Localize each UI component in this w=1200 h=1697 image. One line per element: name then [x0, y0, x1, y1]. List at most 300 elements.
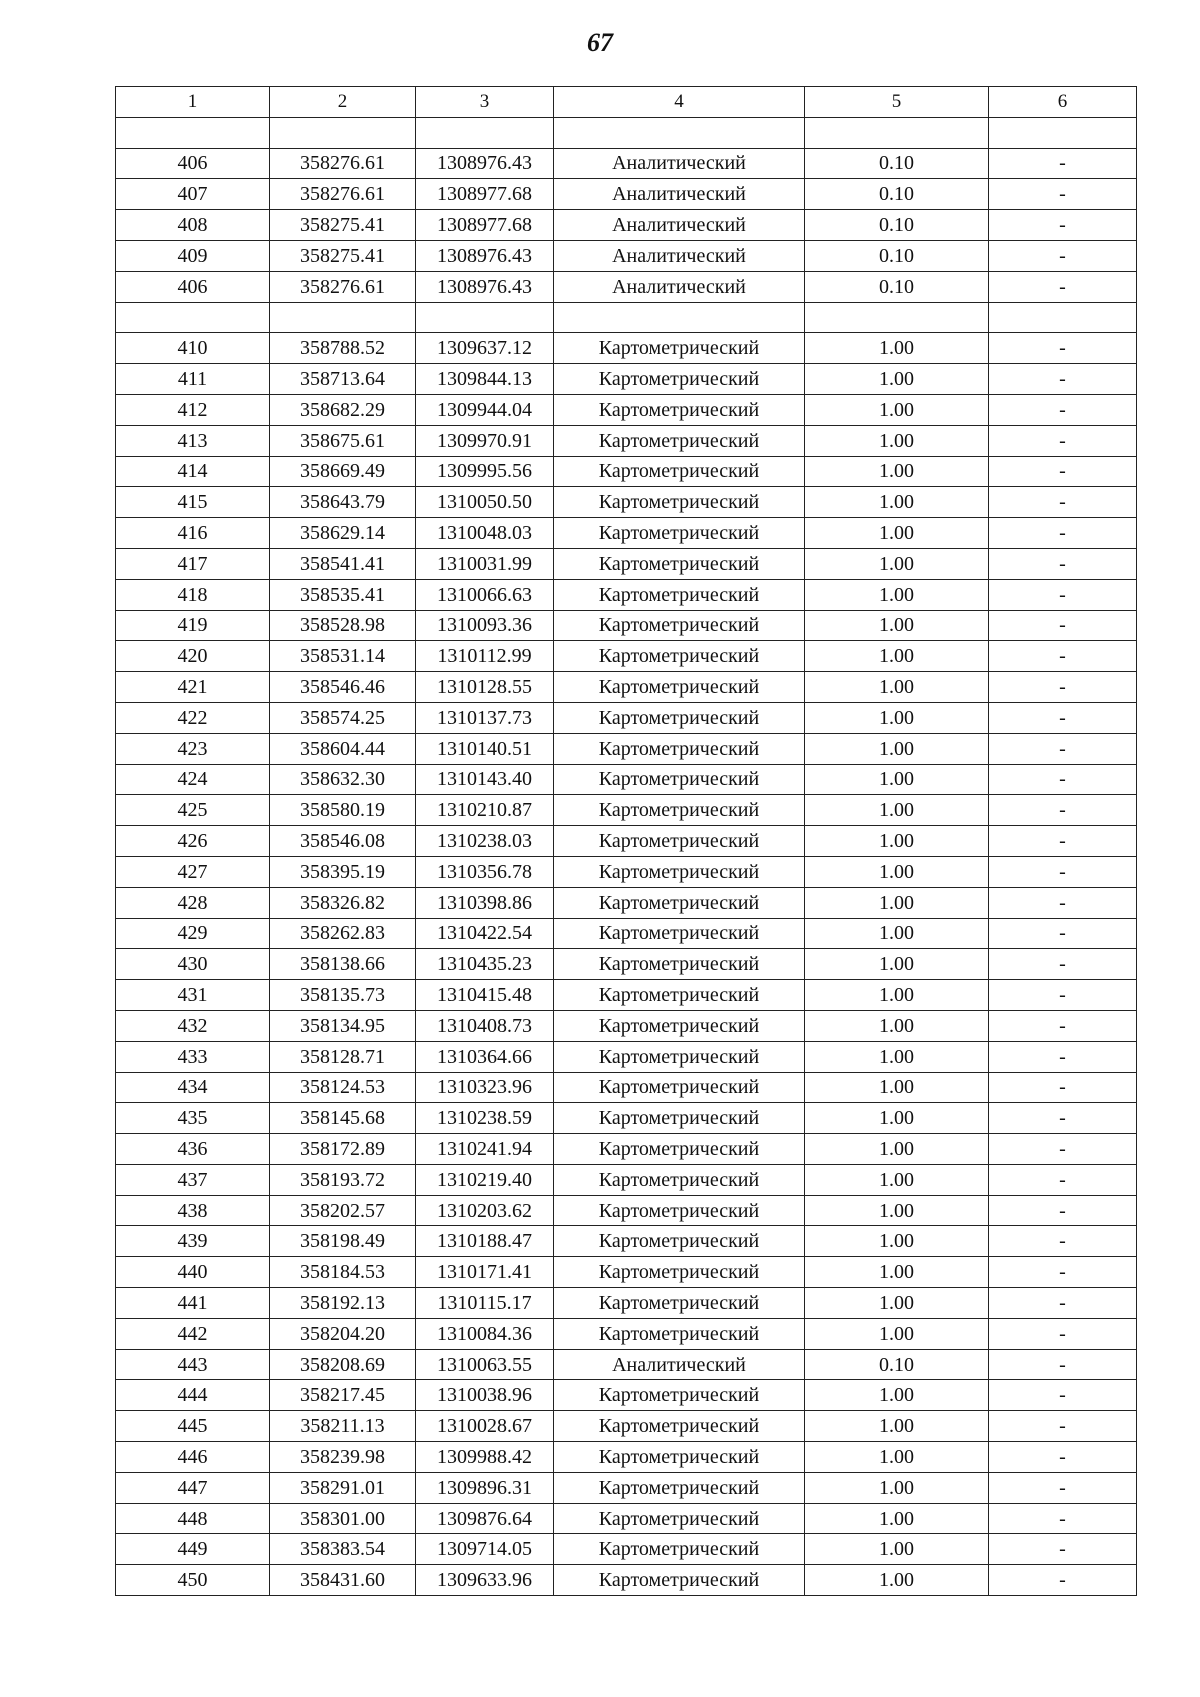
point-number-cell [116, 302, 270, 333]
table-row [116, 1041, 1137, 1072]
x-coordinate-cell: 358675.61 [270, 425, 416, 456]
note-cell: - [989, 518, 1137, 549]
x-coordinate-cell: 358669.49 [270, 456, 416, 487]
table-row [116, 302, 1137, 333]
y-coordinate-cell: 1309633.96 [416, 1565, 554, 1596]
accuracy-cell: 1.00 [805, 333, 989, 364]
x-coordinate-cell: 358632.30 [270, 764, 416, 795]
x-coordinate-cell: 358276.61 [270, 148, 416, 179]
note-cell: - [989, 1010, 1137, 1041]
y-coordinate-cell: 1309876.64 [416, 1503, 554, 1534]
method-cell: Картометрический [554, 1226, 805, 1257]
x-coordinate-cell: 358208.69 [270, 1349, 416, 1380]
point-number-cell: 414 [116, 456, 270, 487]
table-row [116, 1442, 1137, 1473]
method-cell: Картометрический [554, 949, 805, 980]
note-cell: - [989, 1103, 1137, 1134]
accuracy-cell: 1.00 [805, 949, 989, 980]
table-row [116, 980, 1137, 1011]
point-number-cell: 439 [116, 1226, 270, 1257]
table-row [116, 548, 1137, 579]
accuracy-cell: 1.00 [805, 425, 989, 456]
table-row [116, 487, 1137, 518]
note-cell: - [989, 1318, 1137, 1349]
method-cell: Картометрический [554, 1503, 805, 1534]
accuracy-cell: 1.00 [805, 764, 989, 795]
x-coordinate-cell: 358204.20 [270, 1318, 416, 1349]
note-cell: - [989, 364, 1137, 395]
y-coordinate-cell: 1310038.96 [416, 1380, 554, 1411]
x-coordinate-cell: 358713.64 [270, 364, 416, 395]
accuracy-cell: 1.00 [805, 1565, 989, 1596]
method-cell: Картометрический [554, 1164, 805, 1195]
accuracy-cell: 1.00 [805, 1010, 989, 1041]
x-coordinate-cell: 358535.41 [270, 579, 416, 610]
x-coordinate-cell: 358291.01 [270, 1472, 416, 1503]
x-coordinate-cell: 358211.13 [270, 1411, 416, 1442]
note-cell: - [989, 456, 1137, 487]
x-coordinate-cell: 358546.08 [270, 826, 416, 857]
y-coordinate-cell: 1310241.94 [416, 1134, 554, 1165]
point-number-cell: 421 [116, 672, 270, 703]
point-number-cell: 422 [116, 702, 270, 733]
note-cell: - [989, 1534, 1137, 1565]
x-coordinate-cell: 358604.44 [270, 733, 416, 764]
table-row [116, 1503, 1137, 1534]
point-number-cell: 441 [116, 1288, 270, 1319]
y-coordinate-cell: 1309637.12 [416, 333, 554, 364]
table-row [116, 1288, 1137, 1319]
accuracy-cell: 1.00 [805, 456, 989, 487]
table-row [116, 949, 1137, 980]
y-coordinate-cell: 1310203.62 [416, 1195, 554, 1226]
table-row [116, 210, 1137, 241]
x-coordinate-cell: 358124.53 [270, 1072, 416, 1103]
method-cell: Картометрический [554, 702, 805, 733]
y-coordinate-cell: 1308976.43 [416, 271, 554, 302]
x-coordinate-cell: 358172.89 [270, 1134, 416, 1165]
point-number-cell: 433 [116, 1041, 270, 1072]
accuracy-cell: 1.00 [805, 795, 989, 826]
note-cell: - [989, 887, 1137, 918]
accuracy-cell: 0.10 [805, 148, 989, 179]
accuracy-cell: 1.00 [805, 487, 989, 518]
point-number-cell: 448 [116, 1503, 270, 1534]
point-number-cell: 419 [116, 610, 270, 641]
y-coordinate-cell: 1310140.51 [416, 733, 554, 764]
y-coordinate-cell: 1310112.99 [416, 641, 554, 672]
table-row [116, 1380, 1137, 1411]
note-cell: - [989, 949, 1137, 980]
point-number-cell: 428 [116, 887, 270, 918]
y-coordinate-cell: 1308976.43 [416, 240, 554, 271]
table-row [116, 795, 1137, 826]
x-coordinate-cell: 358192.13 [270, 1288, 416, 1319]
method-cell: Аналитический [554, 240, 805, 271]
accuracy-cell: 1.00 [805, 887, 989, 918]
note-cell: - [989, 733, 1137, 764]
x-coordinate-cell: 358326.82 [270, 887, 416, 918]
accuracy-cell: 1.00 [805, 1195, 989, 1226]
point-number-cell: 406 [116, 148, 270, 179]
point-number-cell: 447 [116, 1472, 270, 1503]
y-coordinate-cell: 1310219.40 [416, 1164, 554, 1195]
accuracy-cell: 1.00 [805, 548, 989, 579]
method-cell: Картометрический [554, 1134, 805, 1165]
method-cell: Картометрический [554, 1380, 805, 1411]
accuracy-cell [805, 117, 989, 148]
point-number-cell: 410 [116, 333, 270, 364]
accuracy-cell: 0.10 [805, 210, 989, 241]
note-cell: - [989, 672, 1137, 703]
accuracy-cell: 1.00 [805, 1503, 989, 1534]
accuracy-cell: 1.00 [805, 1226, 989, 1257]
x-coordinate-cell: 358541.41 [270, 548, 416, 579]
table-row [116, 1195, 1137, 1226]
accuracy-cell: 1.00 [805, 918, 989, 949]
x-coordinate-cell: 358198.49 [270, 1226, 416, 1257]
table-row [116, 1103, 1137, 1134]
method-cell: Картометрический [554, 1010, 805, 1041]
x-coordinate-cell [270, 117, 416, 148]
accuracy-cell: 1.00 [805, 1164, 989, 1195]
x-coordinate-cell: 358574.25 [270, 702, 416, 733]
note-cell [989, 302, 1137, 333]
y-coordinate-cell: 1310422.54 [416, 918, 554, 949]
table-row [116, 1164, 1137, 1195]
point-number-cell: 432 [116, 1010, 270, 1041]
x-coordinate-cell: 358275.41 [270, 210, 416, 241]
point-number-cell [116, 117, 270, 148]
method-cell: Картометрический [554, 641, 805, 672]
y-coordinate-cell: 1310323.96 [416, 1072, 554, 1103]
x-coordinate-cell: 358528.98 [270, 610, 416, 641]
x-coordinate-cell: 358531.14 [270, 641, 416, 672]
point-number-cell: 424 [116, 764, 270, 795]
method-cell: Картометрический [554, 1442, 805, 1473]
table-row [116, 1257, 1137, 1288]
table-row [116, 518, 1137, 549]
method-cell: Аналитический [554, 210, 805, 241]
accuracy-cell: 1.00 [805, 364, 989, 395]
method-cell: Картометрический [554, 1041, 805, 1072]
point-number-cell: 443 [116, 1349, 270, 1380]
accuracy-cell: 1.00 [805, 610, 989, 641]
x-coordinate-cell: 358580.19 [270, 795, 416, 826]
y-coordinate-cell [416, 117, 554, 148]
note-cell: - [989, 579, 1137, 610]
table-row [116, 148, 1137, 179]
x-coordinate-cell: 358217.45 [270, 1380, 416, 1411]
x-coordinate-cell: 358184.53 [270, 1257, 416, 1288]
method-cell: Картометрический [554, 1472, 805, 1503]
table-row [116, 1472, 1137, 1503]
point-number-cell: 413 [116, 425, 270, 456]
method-cell: Картометрический [554, 579, 805, 610]
accuracy-cell: 1.00 [805, 1134, 989, 1165]
method-cell: Картометрический [554, 795, 805, 826]
y-coordinate-cell: 1310171.41 [416, 1257, 554, 1288]
accuracy-cell: 0.10 [805, 271, 989, 302]
y-coordinate-cell: 1309844.13 [416, 364, 554, 395]
y-coordinate-cell: 1310066.63 [416, 579, 554, 610]
note-cell: - [989, 1041, 1137, 1072]
accuracy-cell: 1.00 [805, 733, 989, 764]
y-coordinate-cell: 1310050.50 [416, 487, 554, 518]
note-cell: - [989, 826, 1137, 857]
x-coordinate-cell: 358202.57 [270, 1195, 416, 1226]
accuracy-cell: 0.10 [805, 179, 989, 210]
note-cell: - [989, 641, 1137, 672]
table-row [116, 394, 1137, 425]
point-number-cell: 438 [116, 1195, 270, 1226]
y-coordinate-cell: 1310137.73 [416, 702, 554, 733]
method-cell: Картометрический [554, 980, 805, 1011]
point-number-cell: 411 [116, 364, 270, 395]
y-coordinate-cell: 1310356.78 [416, 856, 554, 887]
y-coordinate-cell: 1309995.56 [416, 456, 554, 487]
note-cell: - [989, 425, 1137, 456]
accuracy-cell: 1.00 [805, 1288, 989, 1319]
point-number-cell: 450 [116, 1565, 270, 1596]
table-row [116, 1226, 1137, 1257]
accuracy-cell: 1.00 [805, 518, 989, 549]
accuracy-cell: 1.00 [805, 826, 989, 857]
method-cell: Картометрический [554, 1257, 805, 1288]
table-row [116, 456, 1137, 487]
table-row [116, 364, 1137, 395]
x-coordinate-cell: 358134.95 [270, 1010, 416, 1041]
table-row [116, 826, 1137, 857]
table-body [116, 117, 1137, 1595]
note-cell: - [989, 764, 1137, 795]
y-coordinate-cell: 1310238.03 [416, 826, 554, 857]
x-coordinate-cell: 358275.41 [270, 240, 416, 271]
y-coordinate-cell: 1310048.03 [416, 518, 554, 549]
method-cell: Картометрический [554, 456, 805, 487]
accuracy-cell: 1.00 [805, 394, 989, 425]
note-cell: - [989, 1257, 1137, 1288]
accuracy-cell: 1.00 [805, 1257, 989, 1288]
x-coordinate-cell: 358629.14 [270, 518, 416, 549]
method-cell: Аналитический [554, 148, 805, 179]
y-coordinate-cell: 1308976.43 [416, 148, 554, 179]
x-coordinate-cell: 358395.19 [270, 856, 416, 887]
x-coordinate-cell: 358193.72 [270, 1164, 416, 1195]
point-number-cell: 430 [116, 949, 270, 980]
y-coordinate-cell: 1310063.55 [416, 1349, 554, 1380]
x-coordinate-cell: 358301.00 [270, 1503, 416, 1534]
column-header: 6 [989, 87, 1137, 118]
table-row [116, 333, 1137, 364]
table-row [116, 856, 1137, 887]
y-coordinate-cell: 1309944.04 [416, 394, 554, 425]
method-cell: Картометрический [554, 364, 805, 395]
table-row [116, 1134, 1137, 1165]
y-coordinate-cell: 1310093.36 [416, 610, 554, 641]
accuracy-cell: 1.00 [805, 1072, 989, 1103]
point-number-cell: 417 [116, 548, 270, 579]
y-coordinate-cell: 1310210.87 [416, 795, 554, 826]
table-row [116, 1072, 1137, 1103]
y-coordinate-cell: 1310398.86 [416, 887, 554, 918]
method-cell: Картометрический [554, 610, 805, 641]
y-coordinate-cell: 1308977.68 [416, 179, 554, 210]
point-number-cell: 431 [116, 980, 270, 1011]
point-number-cell: 407 [116, 179, 270, 210]
method-cell: Картометрический [554, 1318, 805, 1349]
note-cell: - [989, 918, 1137, 949]
table-row [116, 271, 1137, 302]
table-row [116, 425, 1137, 456]
table-row [116, 641, 1137, 672]
method-cell [554, 117, 805, 148]
table-row [116, 887, 1137, 918]
method-cell: Картометрический [554, 425, 805, 456]
accuracy-cell: 1.00 [805, 856, 989, 887]
method-cell: Картометрический [554, 333, 805, 364]
note-cell: - [989, 1472, 1137, 1503]
point-number-cell: 409 [116, 240, 270, 271]
point-number-cell: 408 [116, 210, 270, 241]
point-number-cell: 429 [116, 918, 270, 949]
method-cell: Картометрический [554, 826, 805, 857]
accuracy-cell: 1.00 [805, 1041, 989, 1072]
note-cell: - [989, 1072, 1137, 1103]
table-row [116, 1349, 1137, 1380]
x-coordinate-cell: 358128.71 [270, 1041, 416, 1072]
accuracy-cell: 1.00 [805, 980, 989, 1011]
column-header: 2 [270, 87, 416, 118]
x-coordinate-cell: 358276.61 [270, 271, 416, 302]
table-row [116, 702, 1137, 733]
x-coordinate-cell: 358262.83 [270, 918, 416, 949]
y-coordinate-cell: 1310435.23 [416, 949, 554, 980]
method-cell: Картометрический [554, 733, 805, 764]
note-cell: - [989, 1442, 1137, 1473]
accuracy-cell: 1.00 [805, 579, 989, 610]
point-number-cell: 446 [116, 1442, 270, 1473]
accuracy-cell [805, 302, 989, 333]
table-row [116, 610, 1137, 641]
accuracy-cell: 1.00 [805, 1103, 989, 1134]
y-coordinate-cell: 1310415.48 [416, 980, 554, 1011]
method-cell: Картометрический [554, 1072, 805, 1103]
accuracy-cell: 1.00 [805, 1411, 989, 1442]
accuracy-cell: 0.10 [805, 240, 989, 271]
page-number: 67 [587, 28, 613, 57]
method-cell: Аналитический [554, 179, 805, 210]
table-row [116, 579, 1137, 610]
y-coordinate-cell: 1310128.55 [416, 672, 554, 703]
y-coordinate-cell: 1310031.99 [416, 548, 554, 579]
table-row [116, 240, 1137, 271]
method-cell: Аналитический [554, 1349, 805, 1380]
method-cell: Картометрический [554, 548, 805, 579]
y-coordinate-cell: 1310028.67 [416, 1411, 554, 1442]
y-coordinate-cell [416, 302, 554, 333]
y-coordinate-cell: 1310238.59 [416, 1103, 554, 1134]
table-row [116, 1565, 1137, 1596]
method-cell: Картометрический [554, 1103, 805, 1134]
x-coordinate-cell [270, 302, 416, 333]
note-cell [989, 117, 1137, 148]
accuracy-cell: 1.00 [805, 1472, 989, 1503]
x-coordinate-cell: 358239.98 [270, 1442, 416, 1473]
x-coordinate-cell: 358431.60 [270, 1565, 416, 1596]
note-cell: - [989, 487, 1137, 518]
method-cell: Картометрический [554, 887, 805, 918]
method-cell: Картометрический [554, 918, 805, 949]
point-number-cell: 449 [116, 1534, 270, 1565]
accuracy-cell: 1.00 [805, 672, 989, 703]
point-number-cell: 425 [116, 795, 270, 826]
method-cell: Картометрический [554, 487, 805, 518]
method-cell: Картометрический [554, 1534, 805, 1565]
y-coordinate-cell: 1310364.66 [416, 1041, 554, 1072]
column-header: 1 [116, 87, 270, 118]
x-coordinate-cell: 358546.46 [270, 672, 416, 703]
column-header: 4 [554, 87, 805, 118]
note-cell: - [989, 1288, 1137, 1319]
note-cell: - [989, 1380, 1137, 1411]
x-coordinate-cell: 358643.79 [270, 487, 416, 518]
table-row [116, 117, 1137, 148]
x-coordinate-cell: 358788.52 [270, 333, 416, 364]
method-cell: Картометрический [554, 1288, 805, 1319]
table-row [116, 179, 1137, 210]
accuracy-cell: 1.00 [805, 1442, 989, 1473]
x-coordinate-cell: 358135.73 [270, 980, 416, 1011]
note-cell: - [989, 1164, 1137, 1195]
x-coordinate-cell: 358383.54 [270, 1534, 416, 1565]
accuracy-cell: 1.00 [805, 641, 989, 672]
point-number-cell: 426 [116, 826, 270, 857]
table-row [116, 1318, 1137, 1349]
note-cell: - [989, 1195, 1137, 1226]
table-row [116, 1411, 1137, 1442]
note-cell: - [989, 548, 1137, 579]
method-cell: Картометрический [554, 764, 805, 795]
x-coordinate-cell: 358276.61 [270, 179, 416, 210]
note-cell: - [989, 610, 1137, 641]
note-cell: - [989, 702, 1137, 733]
point-number-cell: 445 [116, 1411, 270, 1442]
x-coordinate-cell: 358145.68 [270, 1103, 416, 1134]
y-coordinate-cell: 1309970.91 [416, 425, 554, 456]
table-row [116, 733, 1137, 764]
table-row [116, 918, 1137, 949]
y-coordinate-cell: 1310115.17 [416, 1288, 554, 1319]
method-cell: Картометрический [554, 1411, 805, 1442]
x-coordinate-cell: 358138.66 [270, 949, 416, 980]
method-cell: Картометрический [554, 672, 805, 703]
table-row [116, 672, 1137, 703]
note-cell: - [989, 179, 1137, 210]
point-number-cell: 436 [116, 1134, 270, 1165]
note-cell: - [989, 1226, 1137, 1257]
note-cell: - [989, 394, 1137, 425]
point-number-cell: 444 [116, 1380, 270, 1411]
note-cell: - [989, 240, 1137, 271]
method-cell: Картометрический [554, 518, 805, 549]
note-cell: - [989, 148, 1137, 179]
note-cell: - [989, 271, 1137, 302]
y-coordinate-cell: 1310084.36 [416, 1318, 554, 1349]
accuracy-cell: 1.00 [805, 1534, 989, 1565]
note-cell: - [989, 210, 1137, 241]
method-cell: Картометрический [554, 394, 805, 425]
